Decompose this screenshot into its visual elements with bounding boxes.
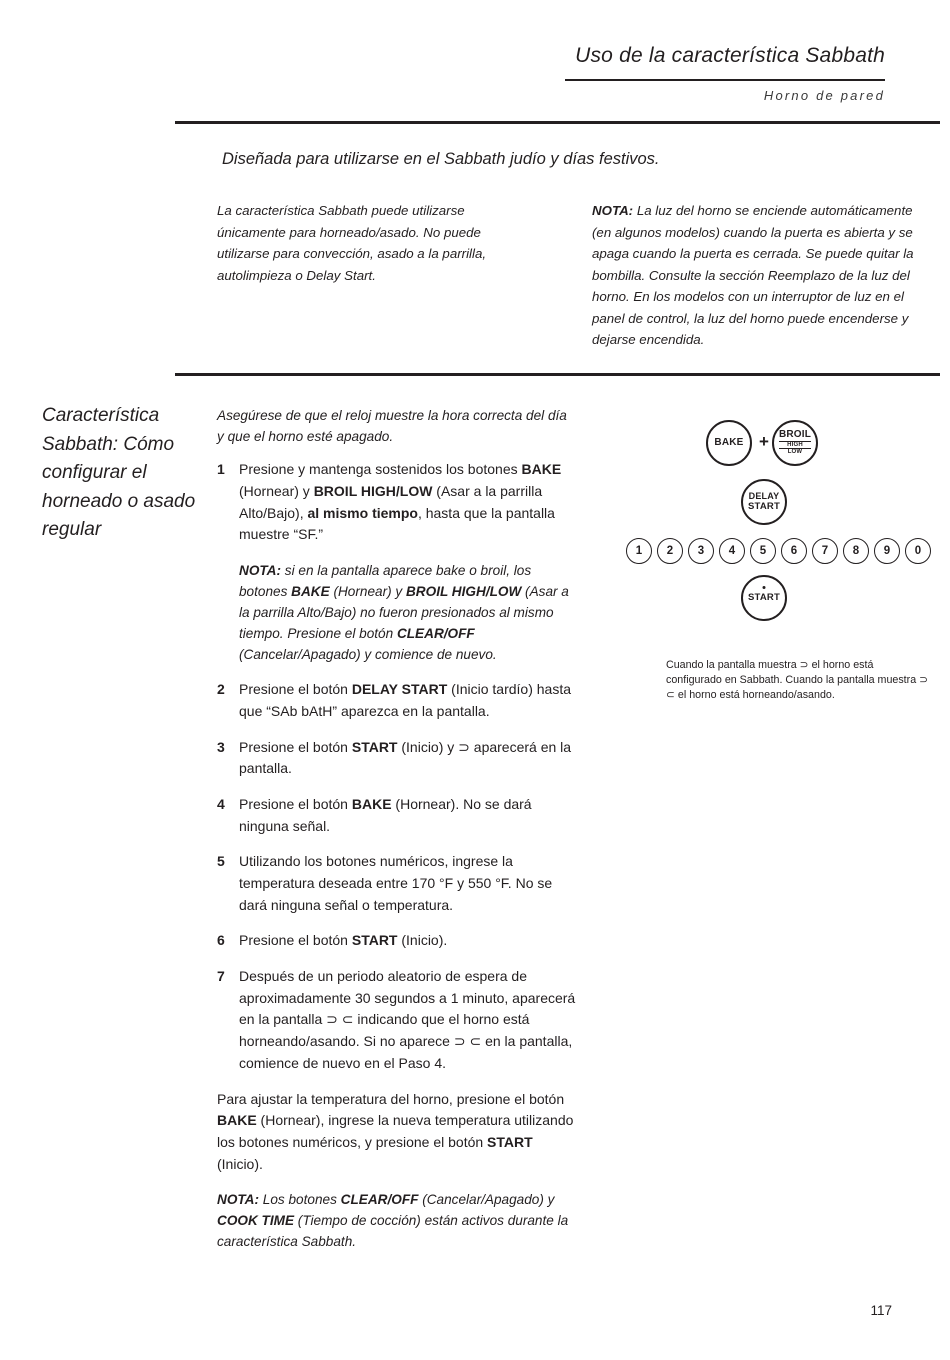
step-item	[217, 679, 577, 722]
bold-run-5: CLEAR/OFF	[396, 626, 475, 642]
broil-high-low-button[interactable]	[772, 420, 818, 466]
step-text	[239, 737, 577, 780]
bold-run-1: BAKE	[351, 795, 392, 812]
step-item	[217, 851, 577, 916]
bold-run-1: BAKE	[217, 1112, 257, 1129]
step-text	[239, 966, 577, 1074]
text-run-0: Después de un periodo aleatorio de espera de aproximadamente 30 segundos a 1 minuto, aparecerá en la pantalla ⊃ ⊂ indicando que el horno está horneando/asando. Si no aparece ⊃ ⊂ en la pantalla, comience de nuevo en el Paso 4.	[239, 968, 576, 1071]
note-after-step-1	[239, 560, 577, 665]
text-run-0: Para ajustar la temperatura del horno, presione el botón	[217, 1090, 565, 1107]
page-title: Uso de la característica Sabbath	[575, 44, 885, 67]
bold-run-3: BROIL HIGH/LOW	[405, 583, 522, 599]
bake-button[interactable]: BAKE	[706, 420, 752, 466]
note-label: NOTA:	[239, 562, 282, 578]
delay-label-line1: DELAY	[748, 491, 780, 502]
section-heading: Característica Sabbath: Cómo configurar el horneado o asado regular	[42, 405, 196, 540]
text-run-2: (Hornear) y	[239, 482, 314, 499]
text-run-4: (Tiempo de cocción) están activos durante la característica Sabbath.	[217, 1213, 569, 1250]
step-text	[239, 679, 577, 722]
bold-run-3: START	[487, 1133, 533, 1150]
text-run-0: Presione el botón	[239, 681, 352, 698]
step-item	[217, 930, 577, 952]
number-button-3[interactable]: 3	[688, 538, 714, 564]
step-text	[239, 794, 577, 837]
step-number: 1	[217, 461, 225, 478]
text-run-0: Presione el botón	[239, 932, 352, 949]
text-run-2: (Hornear) y	[329, 583, 406, 599]
step-number: 7	[217, 968, 225, 985]
bold-run-3: BROIL HIGH/LOW	[313, 482, 433, 499]
bold-run-1: CLEAR/OFF	[340, 1192, 419, 1208]
number-button-2[interactable]: 2	[657, 538, 683, 564]
number-button-9[interactable]: 9	[874, 538, 900, 564]
section-divider	[175, 373, 940, 376]
number-pad[interactable]	[626, 538, 931, 564]
number-button-8[interactable]: 8	[843, 538, 869, 564]
bold-run-1: START	[351, 738, 398, 755]
step-item	[217, 737, 577, 780]
instructions-column	[217, 405, 577, 1266]
intro-left-paragraph: La característica Sabbath puede utilizarse únicamente para horneado/asado. No puede utilizarse para convección, asado a la parrilla, autolimpieza o Delay Start.	[217, 203, 487, 283]
step-number: 5	[217, 853, 225, 870]
delay-start-button[interactable]	[741, 479, 787, 525]
adjust-temperature-paragraph	[217, 1089, 577, 1176]
text-run-2: (Cancelar/Apagado) y	[418, 1192, 555, 1208]
intro-note-text: La luz del horno se enciende automáticamente (en algunos modelos) cuando la puerta es abierta y se apaga cuando la puerta es cerrada. Se puede quitar la bombilla. Consulte la sección Reemplazo de la luz del horno. En los modelos con un interruptor de luz en el panel de control, la luz del horno puede encenderse y dejarse encendida.	[592, 203, 914, 348]
text-run-0: Presione el botón	[239, 795, 352, 812]
number-button-0[interactable]: 0	[905, 538, 931, 564]
final-note	[217, 1189, 577, 1252]
text-run-2: (Inicio).	[397, 932, 448, 949]
delay-label-line2: START	[748, 500, 780, 512]
number-button-1[interactable]: 1	[626, 538, 652, 564]
number-button-5[interactable]: 5	[750, 538, 776, 564]
text-run-6: (Cancelar/Apagado) y comience de nuevo.	[239, 647, 497, 663]
text-run-4: (Asar a la parrilla Alto/Bajo),	[239, 482, 543, 521]
illustration-caption: Cuando la pantalla muestra ⊃ el horno está configurado en Sabbath. Cuando la pantalla muestra ⊃ ⊂ el horno está horneando/asando.	[666, 659, 929, 702]
step-number: 3	[217, 738, 225, 755]
step-item	[217, 459, 577, 546]
instructions-lead-in: Asegúrese de que el reloj muestre la hora correcta del día y que el horno esté apagado.	[217, 408, 567, 445]
text-run-0: Utilizando los botones numéricos, ingrese la temperatura deseada entre 170 °F y 550 °F. No se dará ninguna señal o temperatura.	[239, 853, 553, 913]
text-run-2: (Hornear). No se dará ninguna señal.	[239, 795, 532, 834]
text-run-2: (Inicio tardío) hasta que “SAb bAtH” aparezca en la pantalla.	[239, 681, 572, 719]
bold-run-1: DELAY START	[351, 681, 448, 698]
text-run-0: si en la pantalla aparece bake o broil, los botones	[239, 562, 532, 599]
text-run-0: Presione el botón	[239, 738, 352, 755]
text-run-0: Los botones	[259, 1192, 341, 1208]
steps-list	[217, 459, 577, 1252]
page-subtitle: Horno de pared	[763, 88, 885, 103]
text-run-4: (Inicio).	[217, 1155, 263, 1172]
bold-run-1: START	[351, 932, 398, 949]
bold-run-5: al mismo tiempo	[307, 504, 418, 521]
step-number: 6	[217, 932, 225, 949]
number-button-4[interactable]: 4	[719, 538, 745, 564]
control-panel-illustration	[620, 418, 940, 718]
header-divider-top	[565, 79, 885, 81]
plus-symbol: +	[759, 432, 769, 451]
start-label: START	[748, 592, 780, 604]
text-run-2: (Inicio) y ⊃ aparecerá en la pantalla.	[239, 738, 572, 777]
intro-note-label: NOTA:	[592, 203, 634, 218]
broil-label-line3: LOW	[787, 449, 803, 456]
text-run-6: , hasta que la pantalla muestre “SF.”	[239, 504, 555, 543]
broil-label-line2: HIGH	[779, 441, 811, 449]
intro-title: Diseñada para utilizarse en el Sabbath judío y días festivos.	[222, 150, 660, 168]
bold-run-1: BAKE	[291, 583, 330, 599]
number-button-7[interactable]: 7	[812, 538, 838, 564]
text-run-2: (Hornear), ingrese la nueva temperatura utilizando los botones numéricos, y presione el botón	[217, 1112, 574, 1150]
start-button[interactable]	[741, 575, 787, 621]
step-text	[239, 930, 577, 952]
indicator-dot-icon	[763, 586, 766, 589]
step-item	[217, 966, 577, 1074]
broil-label-line1: BROIL	[778, 429, 812, 441]
intro-right-note	[592, 200, 934, 351]
bold-run-1: BAKE	[521, 461, 562, 478]
step-item	[217, 794, 577, 837]
header-divider-main	[175, 121, 940, 124]
page-number: 117	[870, 1303, 892, 1318]
bold-run-3: COOK TIME	[217, 1213, 295, 1229]
note-label: NOTA:	[217, 1192, 260, 1208]
text-run-4: (Asar a la parrilla Alto/Bajo) no fueron presionados al mismo tiempo. Presione el botón	[239, 583, 569, 642]
step-number: 4	[217, 795, 225, 812]
step-number: 2	[217, 681, 225, 698]
text-run-0: Presione y mantenga sostenidos los botones	[239, 461, 522, 478]
number-button-6[interactable]: 6	[781, 538, 807, 564]
step-text	[239, 459, 577, 546]
step-text	[239, 851, 577, 916]
